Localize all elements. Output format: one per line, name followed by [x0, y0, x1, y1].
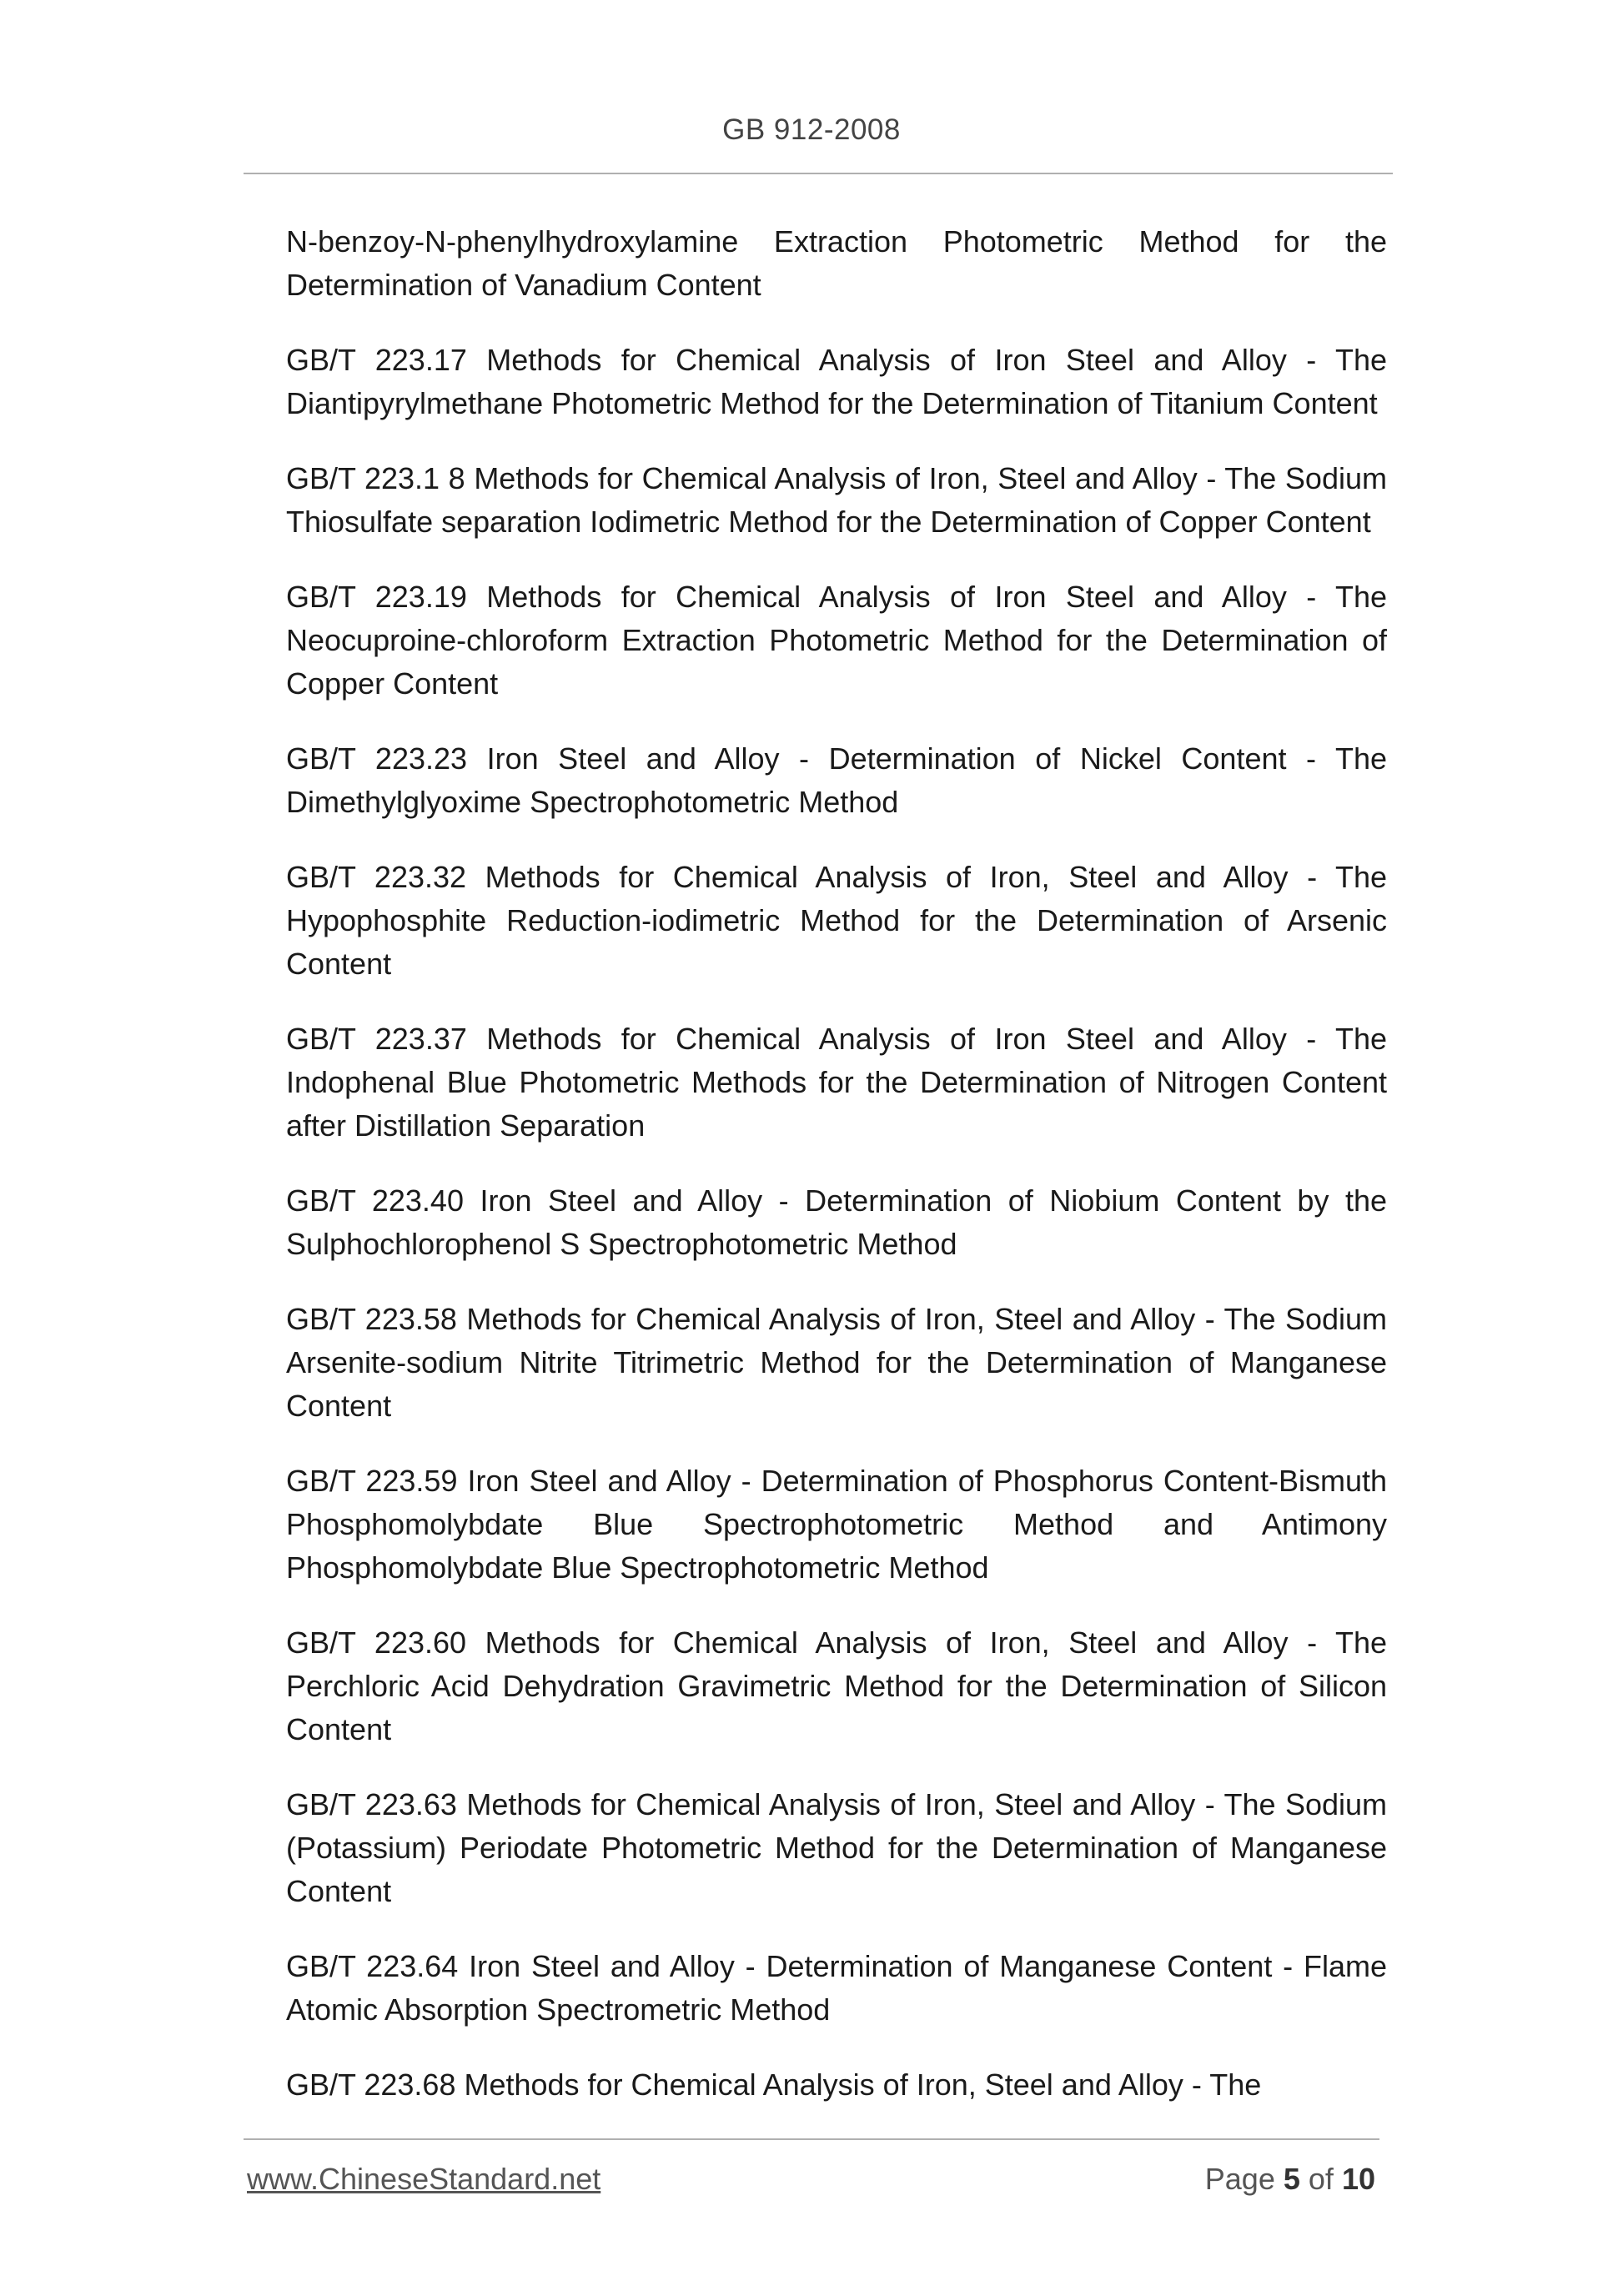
- page-header-title: GB 912-2008: [722, 113, 901, 146]
- reference-item: GB/T 223.17 Methods for Chemical Analysis of Iron Steel and Alloy - The Diantipyrylmethane Photometric Method for the Determination of Titanium Content: [286, 343, 1387, 420]
- reference-item: N-benzoy-N-phenylhydroxylamine Extraction Photometric Method for the Determination of Vanadium Content: [286, 224, 1387, 302]
- website-link[interactable]: www.ChineseStandard.net: [247, 2162, 601, 2196]
- page-number: [1205, 2162, 1375, 2197]
- document-body: [286, 220, 1387, 2138]
- reference-item: GB/T 223.23 Iron Steel and Alloy - Determination of Nickel Content - The Dimethylglyoxime Spectrophotometric Method: [286, 741, 1387, 819]
- header-divider: [244, 173, 1393, 174]
- page-total: 10: [1341, 2162, 1375, 2196]
- page-current: 5: [1283, 2162, 1300, 2196]
- reference-item: GB/T 223.63 Methods for Chemical Analysis of Iron, Steel and Alloy - The Sodium (Potassium) Periodate Photometric Method for the Determination of Manganese Content: [286, 1787, 1387, 1908]
- reference-item: GB/T 223.59 Iron Steel and Alloy - Determination of Phosphorus Content-Bismuth Phosphomolybdate Blue Spectrophotometric Method and Antimony Phosphomolybdate Blue Spectrophotometric Method: [286, 1464, 1387, 1585]
- page-prefix: Page: [1204, 2162, 1275, 2196]
- reference-item: GB/T 223.37 Methods for Chemical Analysis of Iron Steel and Alloy - The Indophenal Blue Photometric Methods for the Determination of Nitrogen Content after Distillation Separation: [286, 1022, 1387, 1143]
- reference-item: GB/T 223.60 Methods for Chemical Analysis of Iron, Steel and Alloy - The Perchloric Acid Dehydration Gravimetric Method for the Determination of Silicon Content: [286, 1625, 1387, 1746]
- reference-item: GB/T 223.64 Iron Steel and Alloy - Determination of Manganese Content - Flame Atomic Absorption Spectrometric Method: [286, 1949, 1387, 2027]
- reference-item: GB/T 223.19 Methods for Chemical Analysis of Iron Steel and Alloy - The Neocuproine-chloroform Extraction Photometric Method for the Determination of Copper Content: [286, 580, 1387, 701]
- reference-item: GB/T 223.68 Methods for Chemical Analysis of Iron, Steel and Alloy - The: [286, 2067, 1262, 2102]
- reference-item: GB/T 223.32 Methods for Chemical Analysis of Iron, Steel and Alloy - The Hypophosphite Reduction-iodimetric Method for the Determination of Arsenic Content: [286, 860, 1387, 981]
- reference-item: GB/T 223.1 8 Methods for Chemical Analysis of Iron, Steel and Alloy - The Sodium Thiosulfate separation Iodimetric Method for the Determination of Copper Content: [286, 461, 1387, 539]
- reference-item: GB/T 223.40 Iron Steel and Alloy - Determination of Niobium Content by the Sulphochlorophenol S Spectrophotometric Method: [286, 1183, 1387, 1261]
- page-of: of: [1308, 2162, 1334, 2196]
- footer-divider: [244, 2138, 1379, 2140]
- reference-item: GB/T 223.58 Methods for Chemical Analysis of Iron, Steel and Alloy - The Sodium Arsenite-sodium Nitrite Titrimetric Method for the Determination of Manganese Content: [286, 1302, 1387, 1423]
